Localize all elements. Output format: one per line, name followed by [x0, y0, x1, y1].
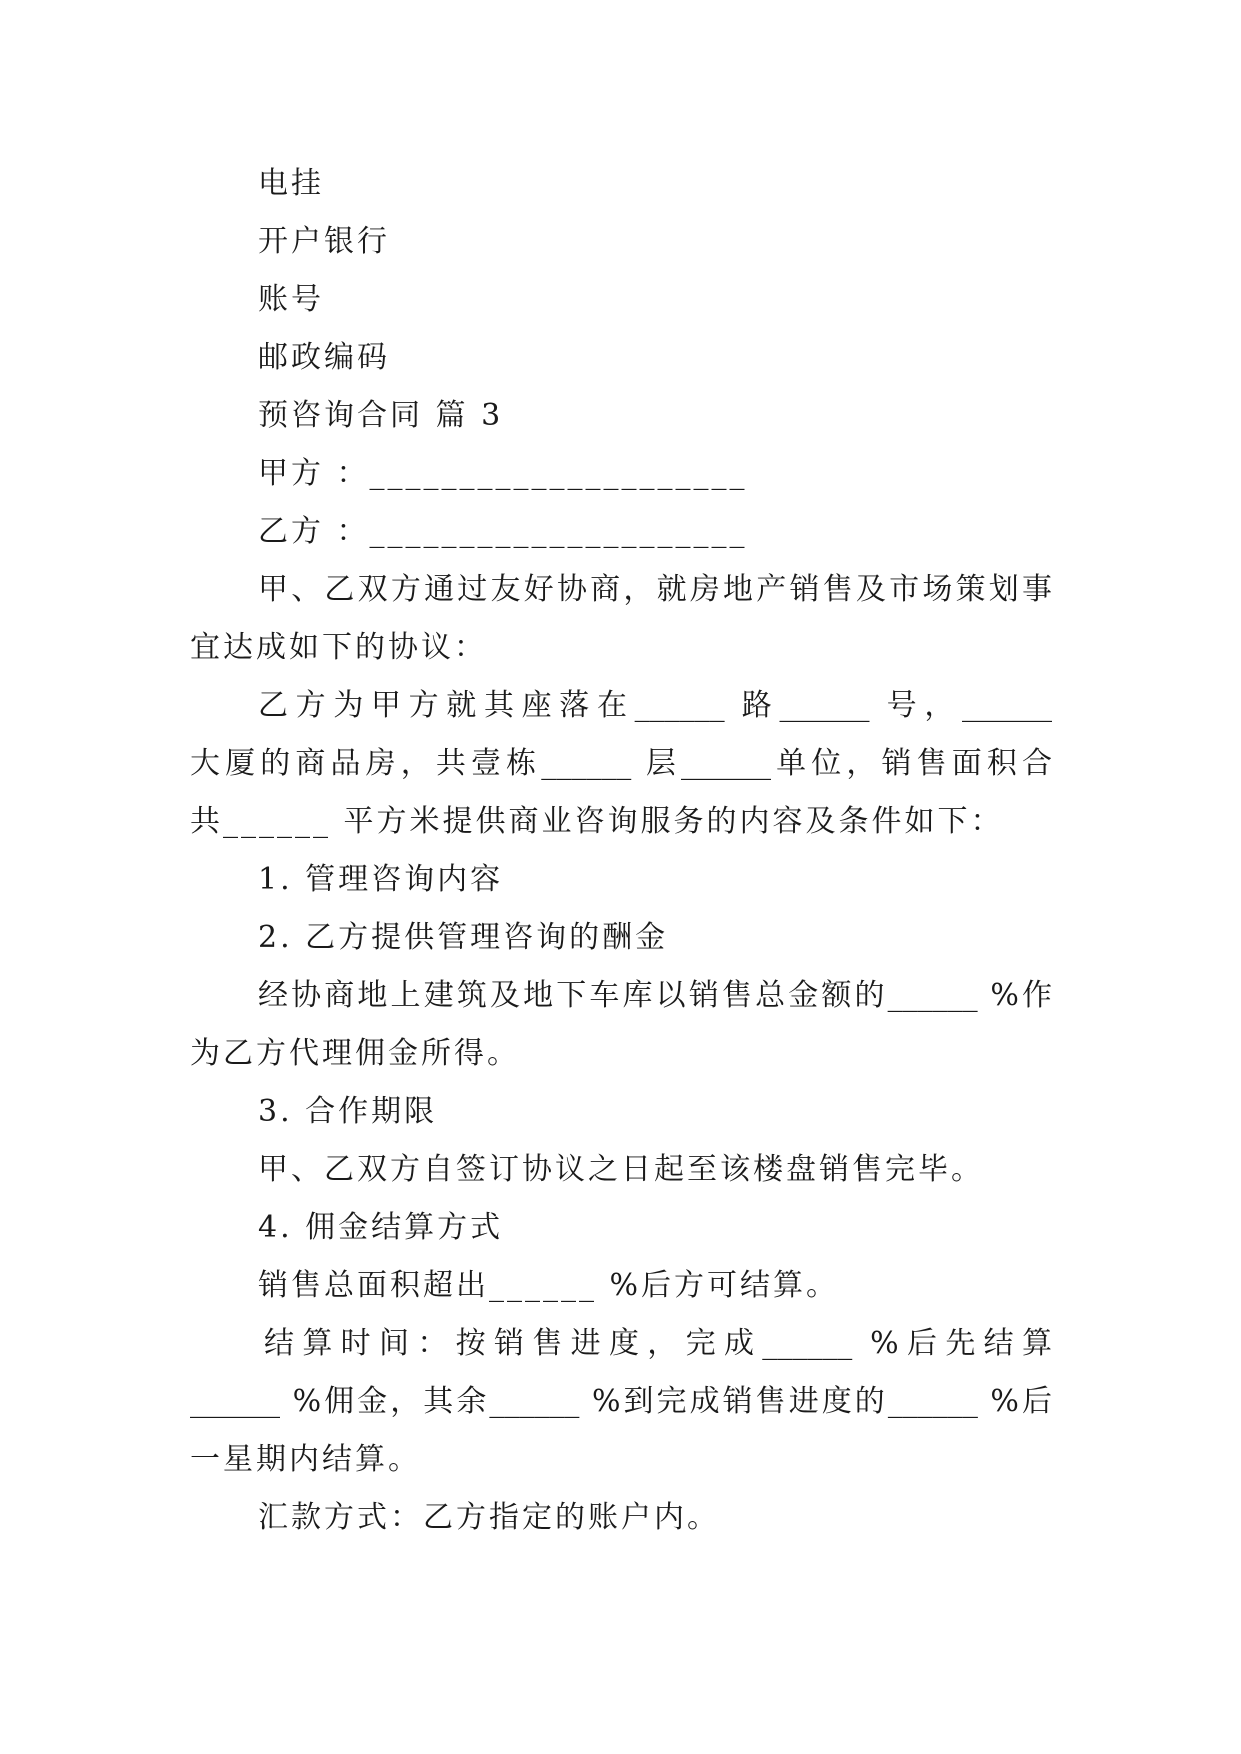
telegraph-label: 电挂 — [258, 166, 324, 201]
section-title: 预咨询合同 篇 3 — [258, 398, 504, 433]
clause-2-heading: 2. 乙方提供管理咨询的酬金 — [258, 920, 669, 955]
party-a-line: 甲方 ：_____________________ — [258, 456, 748, 491]
scope-paragraph-line-1: 乙方为甲方就其座落在______ 路______ 号，______ — [258, 688, 1052, 723]
postcode-label: 邮政编码 — [258, 340, 390, 375]
bank-label: 开户银行 — [258, 224, 390, 259]
account-label: 账号 — [258, 282, 324, 317]
settlement-time-line-2: ______ %佣金，其余______ %到完成销售进度的______ %后 — [190, 1384, 1052, 1419]
intro-paragraph-line-2: 宜达成如下的协议： — [190, 630, 487, 665]
party-b-line: 乙方 ：_____________________ — [258, 514, 748, 549]
scope-paragraph-line-3: 共______ 平方米提供商业咨询服务的内容及条件如下： — [190, 804, 1004, 839]
clause-1-heading: 1. 管理咨询内容 — [258, 862, 504, 897]
fee-paragraph-line-2: 为乙方代理佣金所得。 — [190, 1036, 520, 1071]
term-paragraph: 甲、乙双方自签订协议之日起至该楼盘销售完毕。 — [258, 1152, 984, 1187]
settlement-time-line-1: 结算时间：按销售进度，完成______ %后先结算 — [264, 1326, 1052, 1361]
settlement-condition: 销售总面积超出______ %后方可结算。 — [258, 1268, 840, 1303]
intro-paragraph-line-1: 甲、乙双方通过友好协商，就房地产销售及市场策划事 — [258, 572, 1052, 607]
settlement-time-line-3: 一星期内结算。 — [190, 1442, 421, 1477]
scope-paragraph-line-2: 大厦的商品房，共壹栋______ 层______单位，销售面积合 — [190, 746, 1052, 781]
fee-paragraph-line-1: 经协商地上建筑及地下车库以销售总金额的______ %作 — [258, 978, 1052, 1013]
clause-4-heading: 4. 佣金结算方式 — [258, 1210, 504, 1245]
remittance-method: 汇款方式：乙方指定的账户内。 — [258, 1500, 720, 1535]
clause-3-heading: 3. 合作期限 — [258, 1094, 438, 1129]
